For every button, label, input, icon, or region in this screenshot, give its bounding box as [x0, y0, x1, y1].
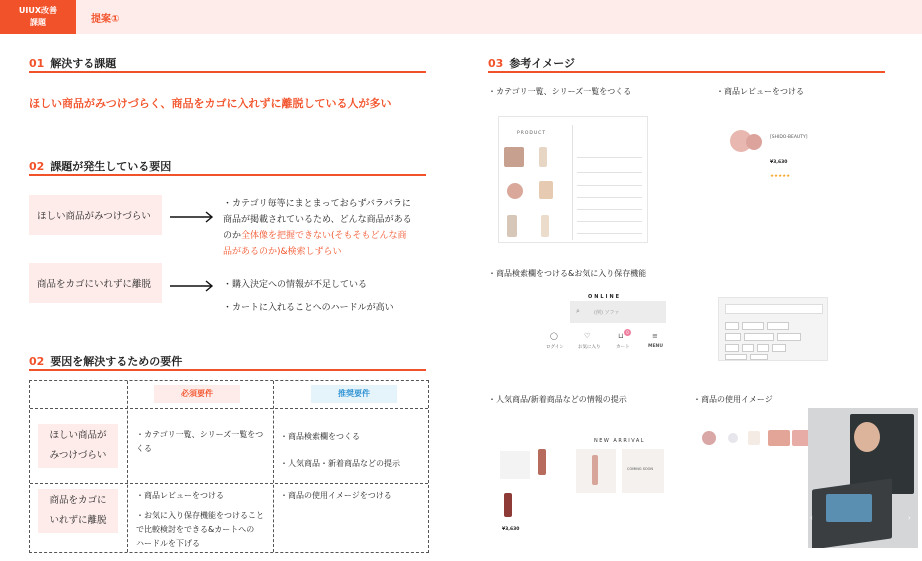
shop-name: [SHIDO-BEAUTY] — [770, 135, 808, 140]
product-thumbnail — [702, 431, 716, 445]
proposal-label: 提案① — [91, 14, 120, 25]
heart-icon[interactable]: ♡ — [584, 332, 591, 340]
review-stars: ★★★★★ — [770, 174, 791, 179]
cause-line — [223, 244, 412, 260]
section-number: 02 — [29, 355, 45, 368]
cause-line — [223, 212, 412, 228]
column-divider — [572, 125, 573, 240]
coming-soon-label: COMING SOON — [627, 467, 654, 471]
product-thumbnail — [504, 493, 512, 517]
product-thumbnail — [539, 147, 547, 167]
nav-menu[interactable]: MENU — [648, 344, 663, 349]
list-divider — [577, 185, 642, 186]
cause-highlight: 全体像を把握できない(そもそもどんな商 — [241, 231, 407, 241]
search-tag-chip[interactable] — [767, 322, 789, 330]
cell-line: くる — [136, 444, 152, 453]
problem-statement: ほしい商品がみつけづらく、商品をカゴに入れずに離脱している人が多い — [29, 97, 392, 110]
list-divider — [577, 157, 642, 158]
search-tag-chip[interactable] — [742, 344, 754, 352]
search-tag-chip[interactable] — [725, 322, 739, 330]
row-label-hard-to-find — [38, 424, 118, 468]
must-requirement-header: 必須要件 — [154, 385, 240, 403]
product-thumbnail — [768, 430, 790, 446]
product-thumbnail — [507, 183, 523, 199]
list-divider — [577, 172, 642, 173]
cause-label: ほしい商品がみつけづらい — [37, 211, 151, 222]
table-divider — [127, 381, 128, 552]
ref-image-search-nav — [540, 292, 670, 354]
cause-line — [223, 228, 412, 244]
laptop-screen — [826, 494, 872, 522]
ref-caption-search: ・商品検索欄をつける&お気に入り保存機能 — [488, 269, 647, 278]
cell-line: ハードルを下げる — [136, 539, 200, 548]
ref-caption-review: ・商品レビューをつける — [716, 87, 804, 96]
product-thumbnail — [539, 181, 553, 199]
search-tag-chip[interactable] — [744, 333, 774, 341]
cause-line-text: 商品が掲載されているため、どんな商品がある — [223, 215, 412, 225]
recommended-requirement-header: 推奨要件 — [311, 385, 397, 403]
chevron-right-icon[interactable]: › — [908, 514, 911, 522]
cause-line-text: のか — [223, 231, 242, 241]
section-tag — [0, 0, 76, 34]
product-thumbnail — [728, 433, 738, 443]
person-face — [854, 422, 880, 452]
cell-line: ・カテゴリ一覧、シリーズ一覧をつ — [136, 430, 264, 439]
menu-icon[interactable]: ≡ — [652, 332, 658, 340]
ref-image-search-tags — [718, 297, 828, 361]
cause-line: ・カートに入れることへのハードルが高い — [223, 303, 394, 313]
user-icon[interactable]: ◯ — [550, 332, 558, 340]
cart-icon[interactable]: ⊔ — [618, 332, 624, 340]
section-divider — [29, 174, 426, 176]
row-label-line: いれずに離脱 — [49, 515, 107, 526]
cause-detail-1 — [223, 196, 412, 260]
nav-login[interactable]: ログイン — [546, 345, 564, 350]
search-tag-chip[interactable] — [757, 344, 769, 352]
section-problem-title — [29, 55, 116, 71]
product-thumbnail — [507, 215, 517, 237]
product-card[interactable] — [576, 449, 616, 493]
table-divider — [273, 381, 274, 552]
product-thumbnail — [748, 431, 760, 445]
section-divider — [488, 71, 885, 73]
must-cell-row2 — [136, 489, 264, 551]
section-number: 03 — [488, 57, 504, 70]
cell-line: ・商品検索欄をつくる — [280, 432, 360, 441]
section-heading: 解決する課題 — [50, 57, 117, 70]
search-icon: ⌕ — [576, 307, 580, 315]
requirements-table — [29, 380, 429, 553]
cause-detail-2 — [223, 274, 394, 320]
table-divider — [30, 483, 428, 484]
product-card[interactable] — [622, 449, 664, 493]
header-bar — [0, 0, 922, 34]
ref-image-category-list — [498, 116, 648, 243]
cause-line — [223, 196, 412, 212]
ref-image-new-arrival — [572, 433, 668, 541]
list-divider — [577, 209, 642, 210]
rec-cell-row1 — [280, 423, 400, 477]
cell-line: で比較検討をできる&カートへの — [136, 525, 255, 534]
product-price: ¥3,630 — [770, 160, 788, 165]
search-tag-chip[interactable] — [750, 354, 768, 360]
list-divider — [577, 197, 642, 198]
product-thumbnail — [592, 455, 598, 485]
row-label-line: 商品をカゴに — [49, 495, 107, 506]
ref-caption-usage: ・商品の使用イメージ — [693, 395, 773, 404]
section-number: 02 — [29, 160, 45, 173]
row-label-cart-abandon — [38, 489, 118, 533]
new-arrival-heading: NEW ARRIVAL — [594, 438, 646, 444]
list-divider — [577, 233, 642, 234]
search-tag-chip[interactable] — [725, 333, 741, 341]
cell-line: ・人気商品・新着商品などの提示 — [280, 459, 400, 468]
cause-line: ・購入決定への情報が不足している — [223, 280, 368, 290]
search-tag-chip[interactable] — [725, 354, 747, 360]
section-requirements-title — [29, 353, 182, 369]
search-box[interactable] — [570, 301, 666, 323]
nav-cart[interactable]: カート — [616, 345, 630, 350]
tag-line-2: 課題 — [30, 18, 46, 27]
ref-image-usage-photo — [808, 408, 918, 548]
cell-line: ・商品レビューをつける — [136, 491, 224, 500]
cell-line: ・商品の使用イメージをつける — [280, 491, 392, 500]
section-heading: 参考イメージ — [509, 57, 575, 70]
ref-caption-new: ・人気商品/新着商品などの情報の提示 — [488, 395, 627, 404]
section-number: 01 — [29, 57, 45, 70]
nav-favorites[interactable]: お気に入り — [578, 345, 601, 350]
table-divider — [30, 408, 428, 409]
product-thumbnail — [504, 147, 524, 167]
search-input[interactable] — [725, 304, 823, 314]
list-divider — [577, 221, 642, 222]
cause-line-text: ・カテゴリ毎等にまとまっておらずバラバラに — [223, 199, 411, 209]
ref-image-review — [722, 116, 828, 190]
cause-box-cart-abandon — [29, 263, 162, 303]
search-tag-chip[interactable] — [725, 344, 739, 352]
cart-count-badge: 0 — [624, 329, 631, 336]
cause-box-hard-to-find — [29, 195, 162, 235]
search-tag-chip[interactable] — [742, 322, 764, 330]
ref-image-ranking — [498, 433, 566, 541]
section-reference-title — [488, 55, 575, 71]
arrow-right-icon — [170, 280, 214, 292]
rec-cell-row2 — [280, 489, 392, 503]
section-causes-title — [29, 158, 171, 174]
section-heading: 課題が発生している要因 — [50, 160, 172, 173]
ref-caption-category: ・カテゴリ一覧、シリーズ一覧をつくる — [488, 87, 632, 96]
cause-highlight: 品があるのか)&検索しずらい — [223, 247, 342, 257]
product-thumbnail — [746, 134, 762, 150]
row-label-line: ほしい商品が — [49, 430, 107, 441]
store-logo: ONLINE — [588, 294, 622, 300]
row-label-line: みつけづらい — [49, 450, 107, 461]
cause-label: 商品をカゴにいれずに離脱 — [37, 279, 152, 290]
section-heading: 要因を解決するための要件 — [50, 355, 183, 368]
product-price: ¥3,630 — [502, 527, 520, 532]
section-divider — [29, 369, 426, 371]
ranking-banner — [500, 451, 530, 479]
search-placeholder: (例) ソファ — [594, 310, 620, 316]
cell-line: ・お気に入り保存機能をつけること — [136, 511, 264, 520]
tag-line-1: UIUX改善 — [18, 6, 58, 15]
product-heading: PRODUCT — [517, 131, 547, 136]
product-thumbnail — [541, 215, 549, 237]
search-tag-chip[interactable] — [777, 333, 801, 341]
search-tag-chip[interactable] — [772, 344, 786, 352]
product-thumbnail — [538, 449, 546, 475]
section-divider — [29, 71, 426, 73]
arrow-right-icon — [170, 211, 214, 223]
must-cell-row1 — [136, 428, 263, 456]
chevron-left-icon[interactable]: ‹ — [810, 514, 813, 522]
